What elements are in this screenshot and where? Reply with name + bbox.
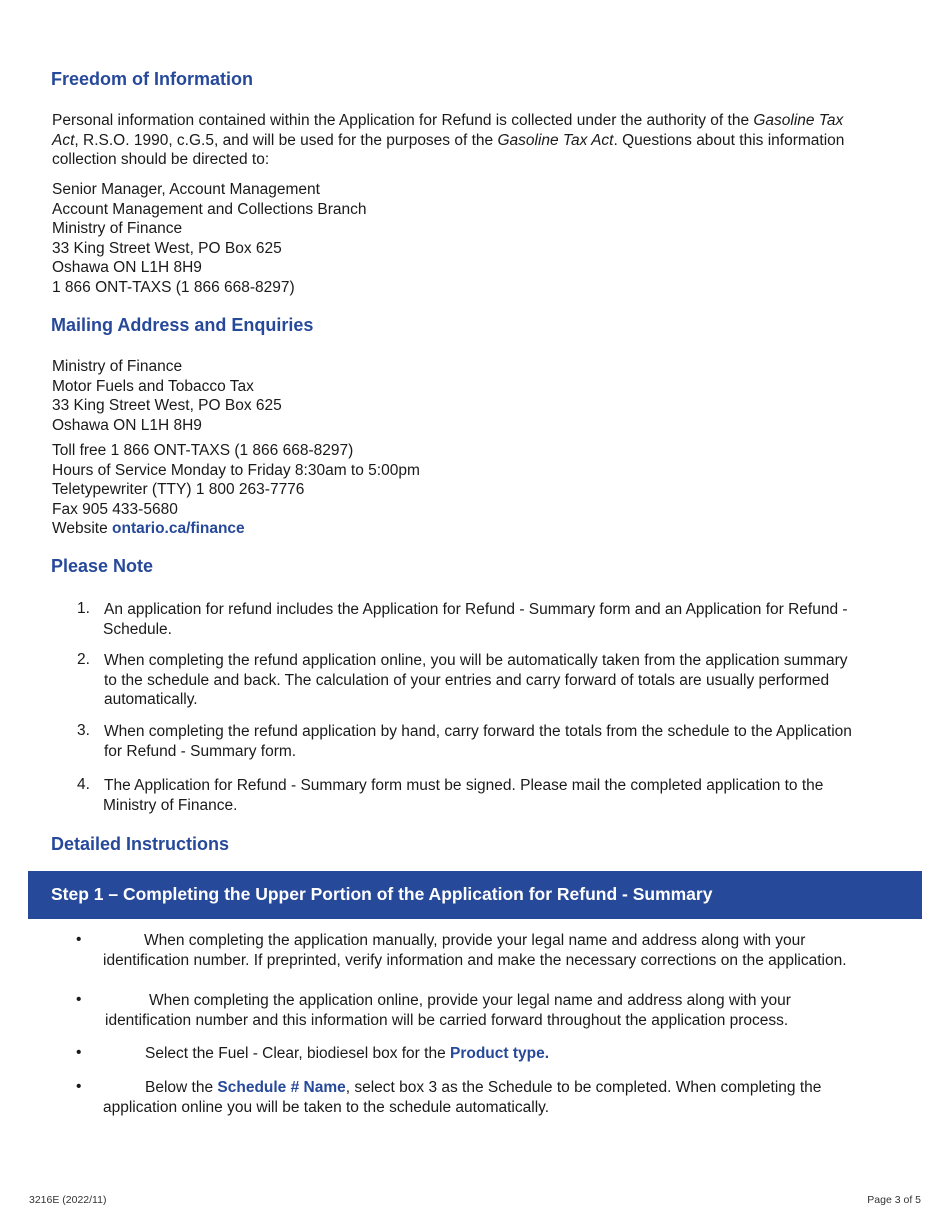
step1-bullet-item: Select the Fuel - Clear, biodiesel box for the Product type. [145, 1045, 550, 1062]
note-item: When completing the refund application online, you will be automatically taken from the application summary to the schedule and back. The calculation of your entries and carry forward of totals are usually performed automatically. [104, 652, 848, 709]
mailing-heading: Mailing Address and Enquiries [51, 315, 314, 335]
detailed-heading: Detailed Instructions [51, 834, 230, 854]
form-id: 3216E (2022/11) [29, 1194, 107, 1206]
note-heading: Please Note [51, 556, 154, 576]
bullet-icon: • [76, 1044, 82, 1061]
contact-line: Hours of Service Monday to Friday 8:30am to 5:00pm [52, 461, 420, 479]
note-item-number: 4. [77, 776, 90, 793]
note-item-number: 1. [77, 600, 90, 617]
address-line: Ministry of Finance [52, 220, 183, 238]
note-item-number: 2. [77, 651, 90, 668]
address-line: 33 King Street West, PO Box 625 [52, 239, 282, 257]
contact-line: Teletypewriter (TTY) 1 800 263-7776 [52, 481, 305, 499]
note-item-number: 3. [77, 722, 90, 739]
bullet-icon: • [76, 931, 82, 948]
address-line: Motor Fuels and Tobacco Tax [52, 377, 254, 395]
bullet-icon: • [76, 1078, 82, 1095]
contact-line: Toll free 1 866 ONT-TAXS (1 866 668-8297) [52, 442, 354, 459]
website-line: Website ontario.ca/finance [52, 520, 245, 538]
step1-bullet-item: Below the Schedule # Name, select box 3 as the Schedule to be completed. When completing the application online you will be taken to the schedule automatically. [103, 1079, 822, 1116]
bullet-icon: • [76, 991, 82, 1008]
contact-line: Fax 905 433-5680 [52, 500, 178, 518]
address-line: Ministry of Finance [52, 358, 183, 375]
freedom-heading: Freedom of Information [51, 69, 253, 89]
address-line: Account Management and Collections Branch [52, 200, 367, 218]
freedom-paragraph: Personal information contained within the Application for Refund is collected under the authority of the Gasoline Tax Act, R.S.O. 1990, c.G.5, and will be used for the purposes of the Gasoline Tax Act. Questions about this information collection should be directed to: [52, 112, 845, 169]
address-line: Oshawa ON L1H 8H9 [52, 259, 202, 277]
note-item: When completing the refund application by hand, carry forward the totals from the schedule to the Application for Refund - Summary form. [104, 723, 852, 760]
address-line: Senior Manager, Account Management [52, 181, 320, 198]
address-line: 1 866 ONT-TAXS (1 866 668-8297) [52, 278, 295, 296]
step1-bullet-item: When completing the application manually, provide your legal name and address along with your identification number. If preprinted, verify information and make the necessary corrections on the application. [103, 932, 847, 969]
mailing-address [52, 357, 282, 435]
website-link[interactable]: ontario.ca/finance [112, 520, 245, 538]
mailing-contact [52, 441, 420, 539]
step1-bullet-item: When completing the application online, provide your legal name and address along with your identification number and this information will be carried forward throughout the application process. [105, 992, 791, 1029]
schedule-name-link[interactable]: Schedule # Name [217, 1079, 346, 1096]
address-line: 33 King Street West, PO Box 625 [52, 397, 282, 415]
address-line: Oshawa ON L1H 8H9 [52, 416, 202, 434]
note-item: An application for refund includes the Application for Refund - Summary form and an Application for Refund - Schedule. [103, 601, 848, 638]
page-number: Page 3 of 5 [867, 1194, 921, 1206]
freedom-contact-address [52, 180, 367, 298]
note-item: The Application for Refund - Summary form must be signed. Please mail the completed application to the Ministry of Finance. [103, 777, 824, 814]
product-type-link[interactable]: Product type. [450, 1045, 550, 1062]
step1-banner: Step 1 – Completing the Upper Portion of the Application for Refund - Summary [28, 871, 922, 919]
